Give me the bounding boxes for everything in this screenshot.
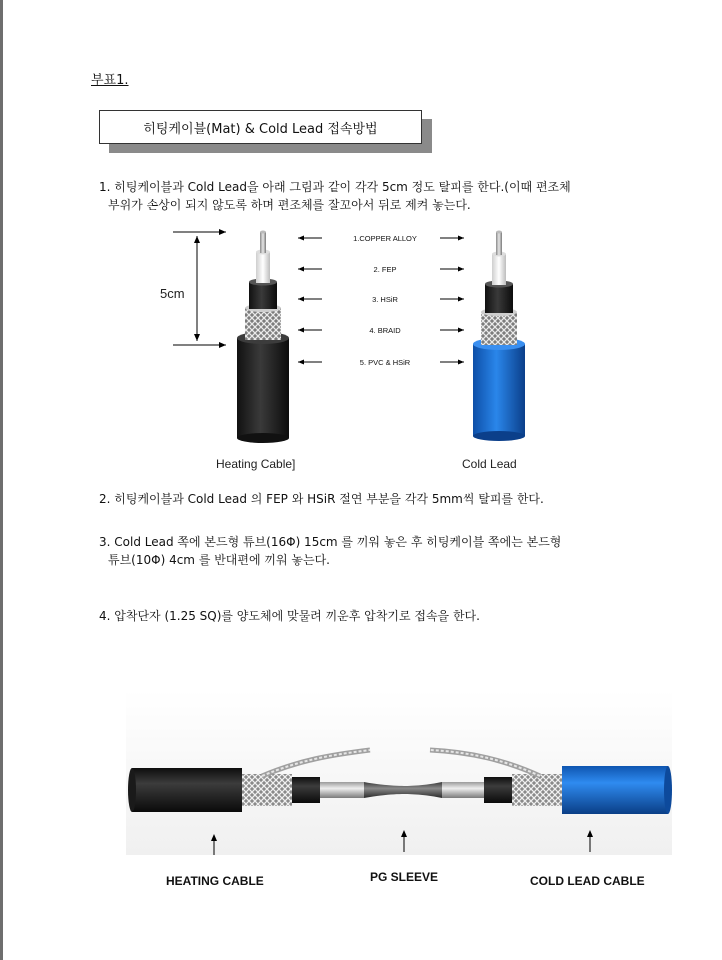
layer-label-hsir: 3. HSiR: [372, 295, 398, 304]
layer-label-fep: 2. FEP: [373, 265, 397, 274]
step2: 2. 히팅케이블과 Cold Lead 의 FEP 와 HSiR 절연 부분을 각각 5mm씩 탈피를 한다.: [99, 492, 544, 506]
step3-line2: 튜브(10Φ) 4cm 를 반대편에 끼워 놓는다.: [108, 553, 330, 567]
step1-line2: 부위가 손상이 되지 않도록 하며 편조체를 잘꼬아서 뒤로 제켜 놓는다.: [108, 198, 471, 212]
cold-lead-caption: Cold Lead: [462, 457, 517, 471]
heating-cable-caption: Heating Cable]: [216, 457, 296, 471]
layer-label-copper: 1.COPPER ALLOY: [353, 234, 417, 243]
step3-line1: 3. Cold Lead 쪽에 본드형 튜브(16Φ) 15cm 를 끼워 놓은 후 히팅케이블 쪽에는 본드형: [99, 535, 562, 549]
appendix-label: 부표1.: [91, 73, 129, 88]
heating-cable-label: HEATING CABLE: [166, 874, 264, 888]
pg-sleeve-label: PG SLEEVE: [370, 870, 439, 884]
dimension-label: 5cm: [160, 286, 185, 301]
layer-label-pvc: 5. PVC & HSiR: [359, 358, 411, 367]
step4: 4. 압착단자 (1.25 SQ)를 양도체에 맞물려 끼운후 압착기로 접속을 한다.: [99, 609, 480, 623]
cold-lead-cable-label: COLD LEAD CABLE: [530, 874, 645, 888]
layer-label-braid: 4. BRAID: [369, 326, 401, 335]
document-title: 히팅케이블(Mat) & Cold Lead 접속방법: [143, 121, 378, 137]
step1-line1: 1. 히팅케이블과 Cold Lead을 아래 그림과 같이 각각 5cm 정도 탈피를 한다.(이때 편조체: [99, 180, 571, 194]
